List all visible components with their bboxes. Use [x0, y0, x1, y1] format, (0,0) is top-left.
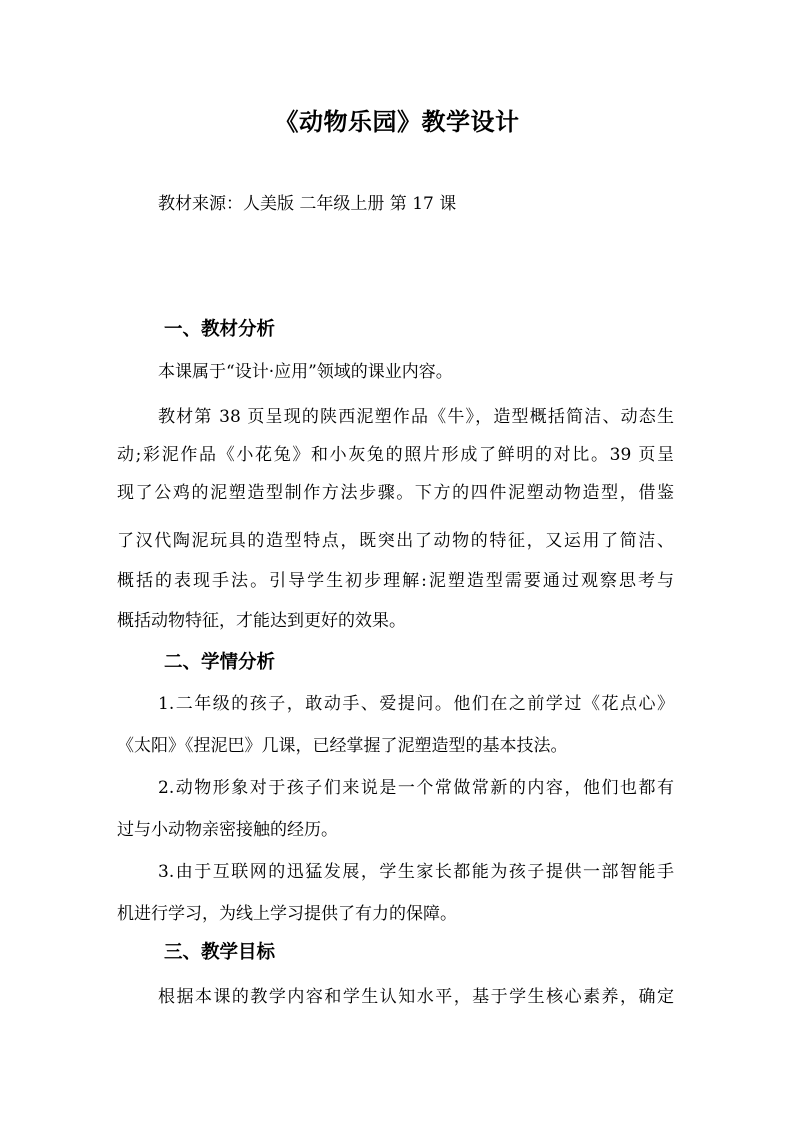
textbook-source: 教材来源：人美版 二年级上册 第 17 课 [158, 194, 457, 214]
paragraph-line: 动;彩泥作品《小花兔》和小灰兔的照片形成了鲜明的对比。39 页呈 [117, 445, 674, 465]
paragraph-line: 机进行学习，为线上学习提供了有力的保障。 [117, 904, 457, 924]
paragraph-line: 过与小动物亲密接触的经历。 [117, 820, 338, 840]
section-heading-teaching-goals: 三、教学目标 [164, 942, 276, 963]
paragraph-line: 《太阳》《捏泥巴》几课，已经掌握了泥塑造型的基本技法。 [117, 736, 568, 756]
paragraph-line: 1.二年级的孩子，敢动手、爱提问。他们在之前学过《花点心》 [158, 694, 674, 714]
paragraph-line: 根据本课的教学内容和学生认知水平，基于学生核心素养，确定 [158, 987, 674, 1007]
paragraph-line: 现了公鸡的泥塑造型制作方法步骤。下方的四件泥塑动物造型，借鉴 [117, 483, 674, 503]
paragraph-line: 本课属于“设计·应用”领域的课业内容。 [158, 362, 453, 382]
paragraph-line: 3.由于互联网的迅猛发展，学生家长都能为孩子提供一部智能手 [158, 862, 674, 882]
paragraph-line: 概括动物特征，才能达到更好的效果。 [117, 611, 406, 631]
paragraph-line: 教材第 38 页呈现的陕西泥塑作品《牛》，造型概括简洁、动态生 [158, 407, 674, 427]
section-heading-learner-analysis: 二、学情分析 [164, 652, 276, 673]
paragraph-line: 概括的表现手法。引导学生初步理解:泥塑造型需要通过观察思考与 [117, 571, 674, 591]
document-title: 《动物乐园》教学设计 [274, 108, 520, 136]
paragraph-line: 2.动物形象对于孩子们来说是一个常做常新的内容，他们也都有 [158, 778, 674, 798]
paragraph-line: 了汉代陶泥玩具的造型特点，既突出了动物的特征，又运用了简洁、 [117, 531, 674, 551]
section-heading-textbook-analysis: 一、教材分析 [164, 319, 276, 340]
